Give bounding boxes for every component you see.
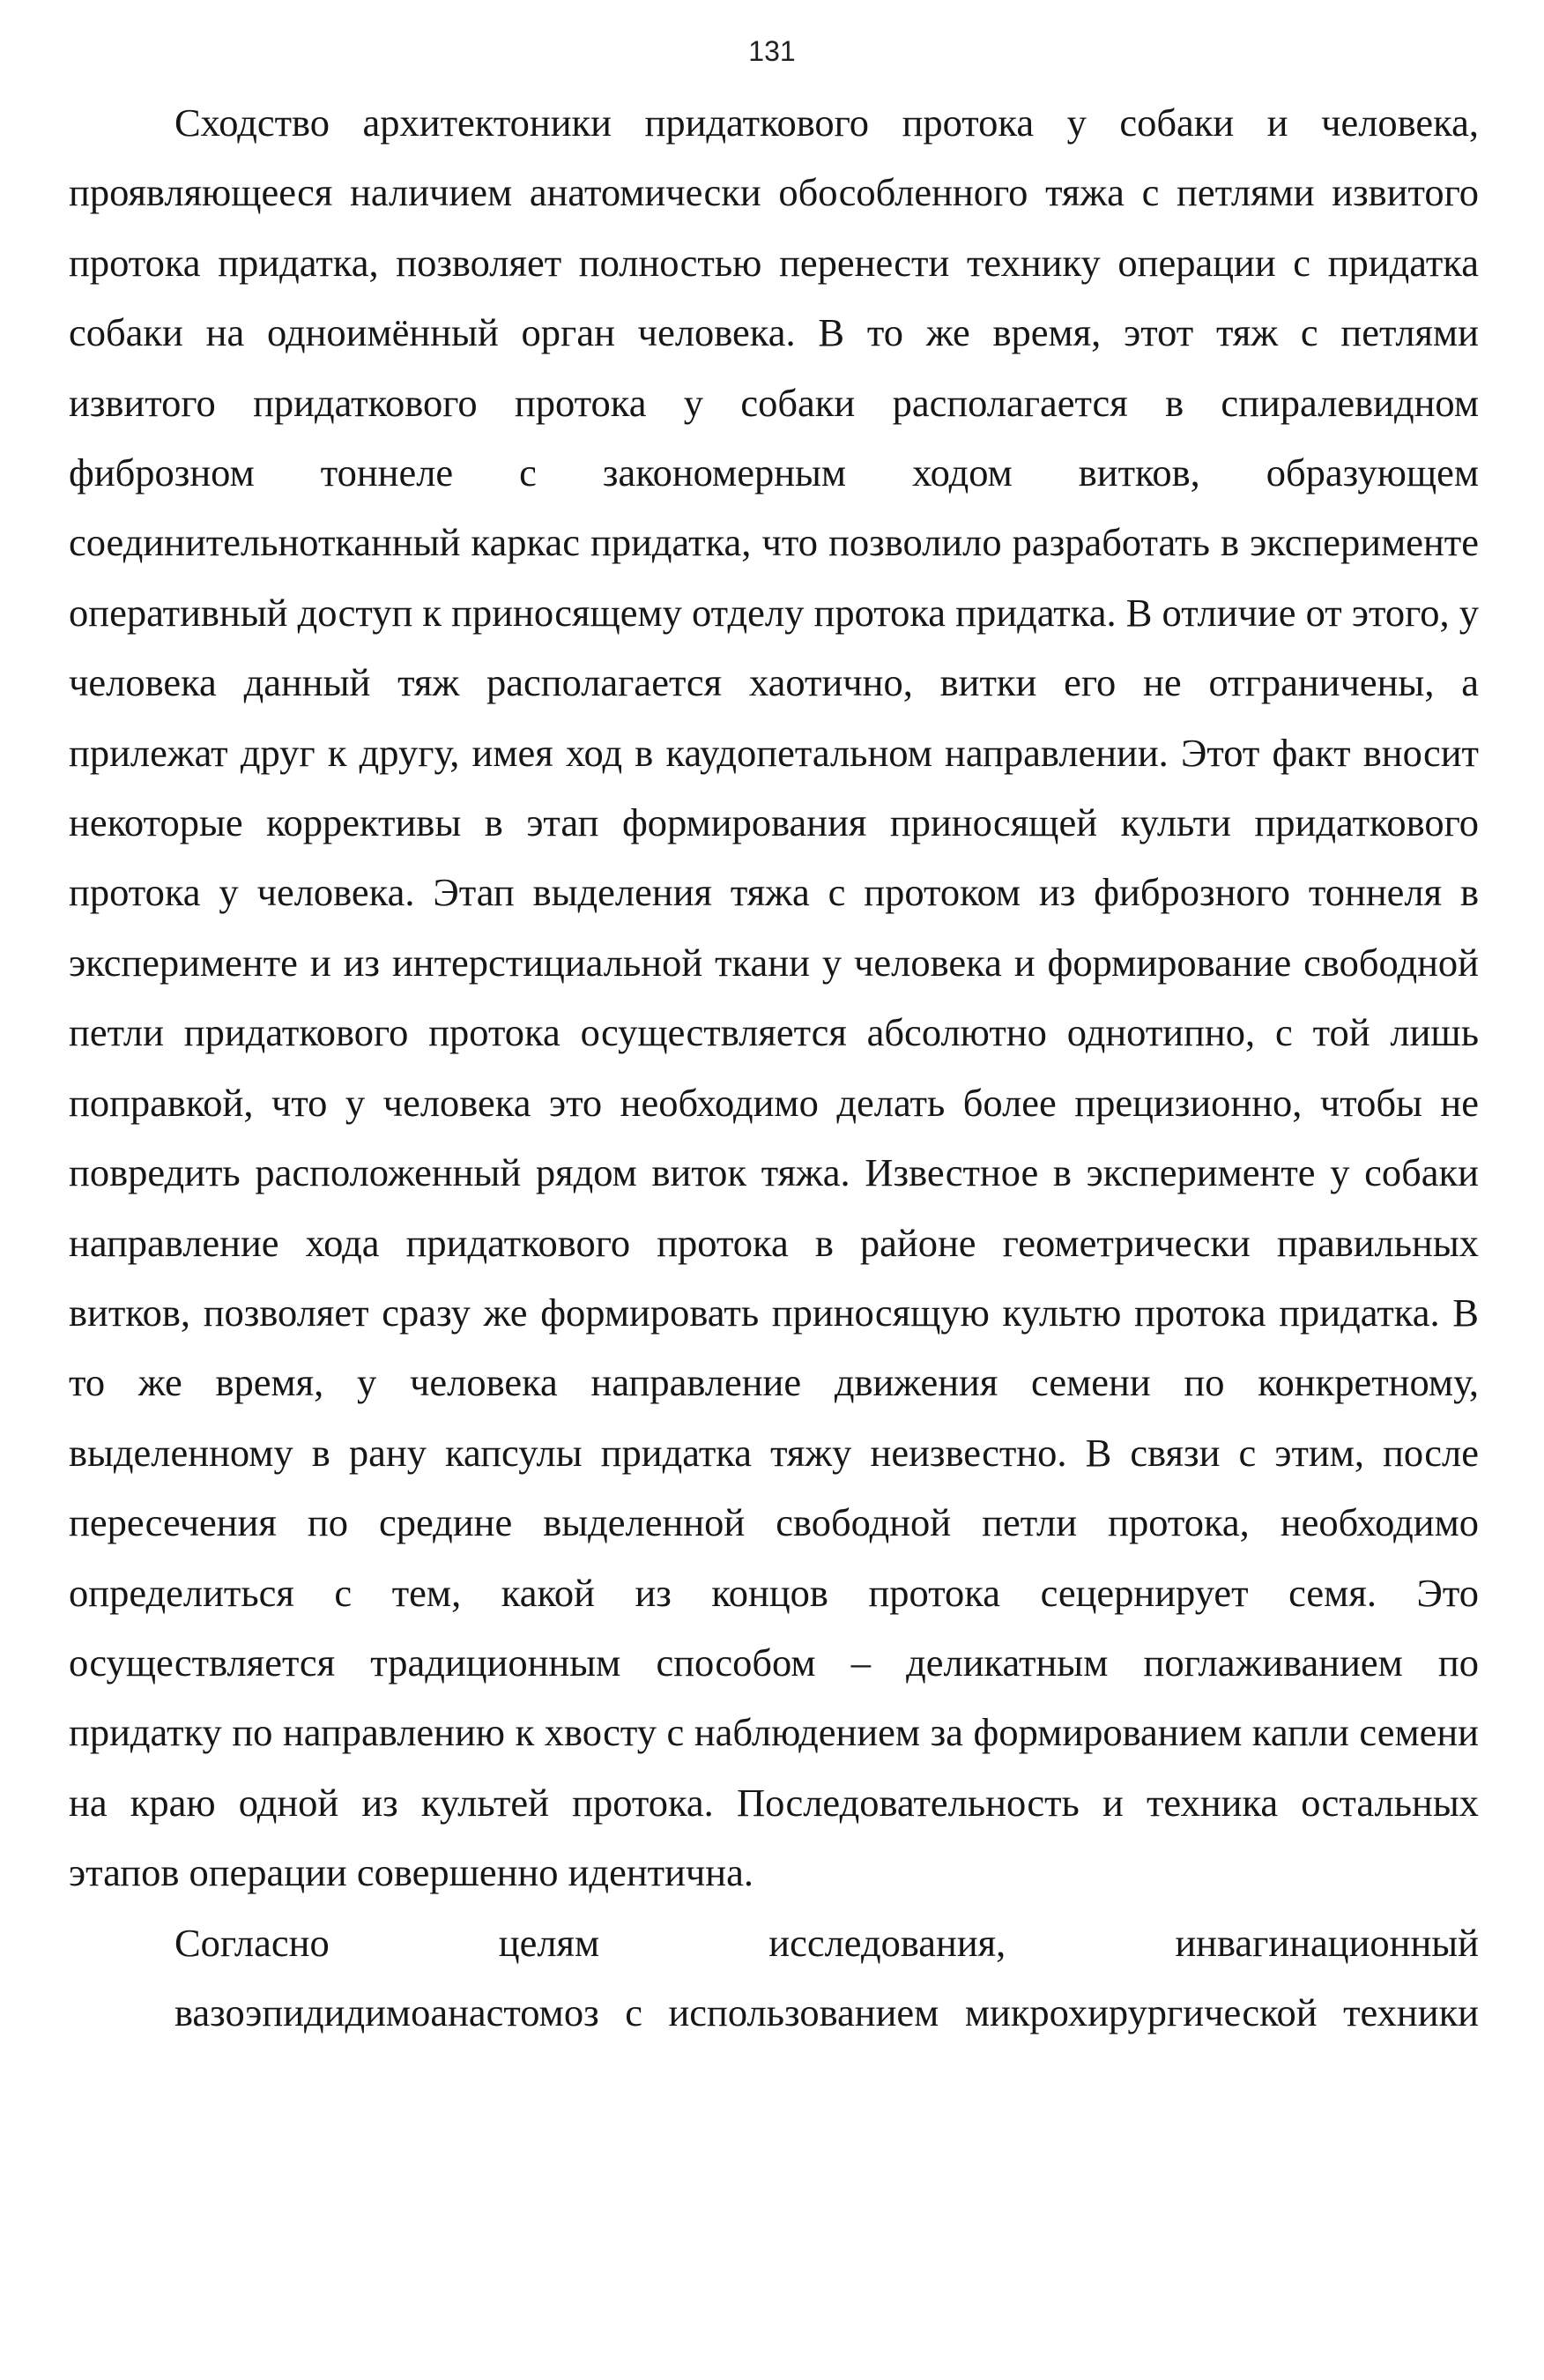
paragraph-2	[69, 1908, 1479, 2049]
paragraph-2-line-2: вазоэпидидимоанастомоз с использованием микрохирургической техники	[174, 1990, 1479, 2034]
body-text	[69, 88, 1479, 2048]
paragraph-1: Сходство архитектоники придаткового протока у собаки и человека, проявляющееся наличием анатомически обособленного тяжа с петлями извитого протока придатка, позволяет полностью перенести технику операции с придатка собаки на одноимённый орган человека. В то же время, этот тяж с петлями извитого придаткового протока у собаки располагается в спиралевидном фиброзном тоннеле с закономерным ходом витков, образующем соединительнотканный каркас придатка, что позволило разработать в эксперименте оперативный доступ к приносящему отделу протока придатка. В отличие от этого, у человека данный тяж располагается хаотично, витки его не отграничены, а прилежат друг к другу, имея ход в каудопетальном направлении. Этот факт вносит некоторые коррективы в этап формирования приносящей культи придаткового протока у человека. Этап выделения тяжа с протоком из фиброзного тоннеля в эксперименте и из интерстициальной ткани у человека и формирование свободной петли придаткового протока осуществляется абсолютно однотипно, с той лишь поправкой, что у человека это необходимо делать более прецизионно, чтобы не повредить расположенный рядом виток тяжа. Известное в эксперименте у собаки направление хода придаткового протока в районе геометрически правильных витков, позволяет сразу же формировать приносящую культю протока придатка. В то же время, у человека направление движения семени по конкретному, выделенному в рану капсулы придатка тяжу неизвестно. В связи с этим, после пересечения по средине выделенной свободной петли протока, необходимо определиться с тем, какой из концов протока сецернирует семя. Это осуществляется традиционным способом – деликатным поглаживанием по придатку по направлению к хвосту с наблюдением за формированием капли семени на краю одной из культей протока. Последовательность и техника остальных этапов операции совершенно идентична.	[69, 100, 1479, 1895]
page-number: 131	[748, 35, 796, 67]
paragraph-2-line-1: Согласно целям исследования, инвагинационный	[174, 1920, 1479, 1965]
